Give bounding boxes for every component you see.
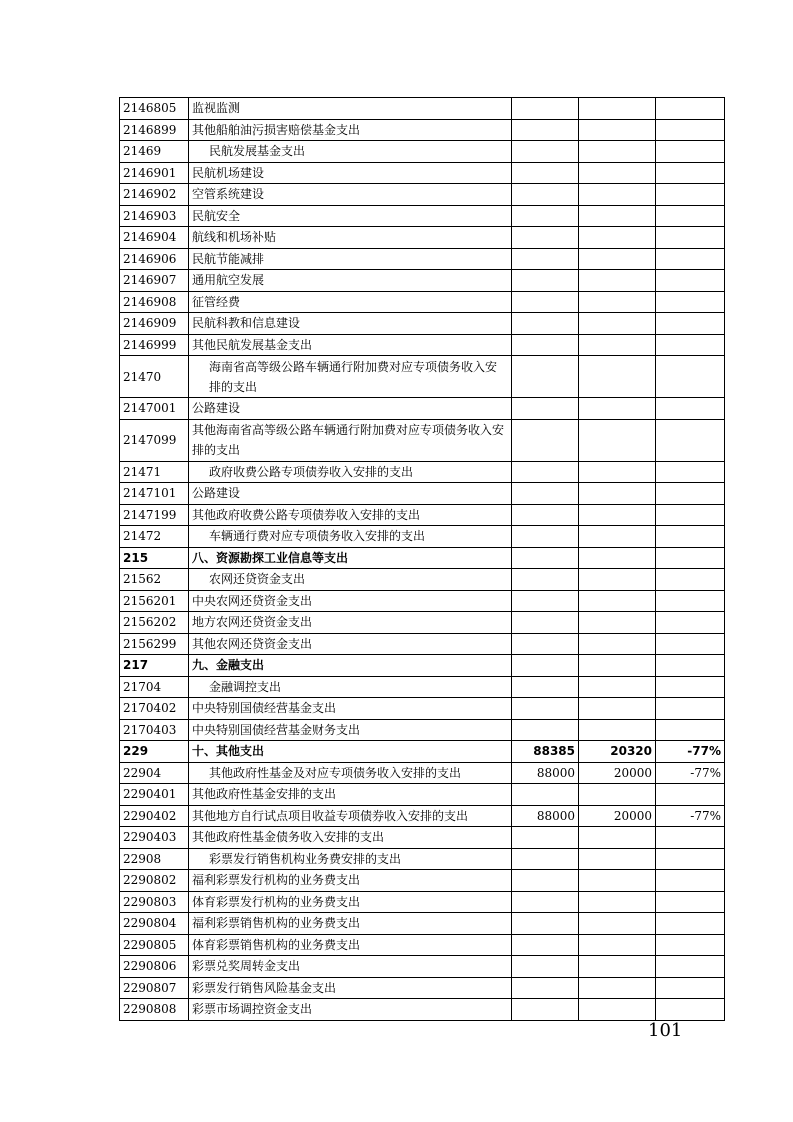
row-value1-cell xyxy=(512,270,579,292)
row-value1-cell xyxy=(512,398,579,420)
row-value3-cell xyxy=(656,870,725,892)
row-value2-cell xyxy=(579,999,656,1021)
row-name-cell: 其他农网还贷资金支出 xyxy=(189,633,512,655)
table-row xyxy=(120,270,725,292)
row-name-cell: 民航节能减排 xyxy=(189,248,512,270)
row-value3-cell xyxy=(656,784,725,806)
row-code-cell: 2146903 xyxy=(120,205,189,227)
row-value3-cell xyxy=(656,526,725,548)
table-row xyxy=(120,419,725,461)
row-value3-cell: -77% xyxy=(656,741,725,763)
row-value1-cell xyxy=(512,848,579,870)
row-value2-cell xyxy=(579,784,656,806)
table-row xyxy=(120,547,725,569)
row-value3-cell xyxy=(656,612,725,634)
row-name-cell: 农网还贷资金支出 xyxy=(189,569,512,591)
budget-table xyxy=(119,97,725,1021)
table-row xyxy=(120,891,725,913)
table-row xyxy=(120,590,725,612)
table-row xyxy=(120,977,725,999)
row-code-cell: 2146906 xyxy=(120,248,189,270)
row-value1-cell xyxy=(512,999,579,1021)
row-value3-cell xyxy=(656,504,725,526)
row-code-cell: 2146899 xyxy=(120,119,189,141)
row-value1-cell xyxy=(512,162,579,184)
row-value3-cell xyxy=(656,913,725,935)
row-code-cell: 2147101 xyxy=(120,483,189,505)
row-value2-cell xyxy=(579,934,656,956)
row-value2-cell xyxy=(579,547,656,569)
row-name-cell: 其他民航发展基金支出 xyxy=(189,334,512,356)
row-value2-cell xyxy=(579,291,656,313)
table-row xyxy=(120,483,725,505)
row-value3-cell xyxy=(656,270,725,292)
row-value2-cell xyxy=(579,870,656,892)
row-value2-cell xyxy=(579,655,656,677)
row-value2-cell xyxy=(579,977,656,999)
row-value2-cell: 20000 xyxy=(579,805,656,827)
table-row xyxy=(120,784,725,806)
row-value2-cell xyxy=(579,504,656,526)
table-row xyxy=(120,248,725,270)
table-row xyxy=(120,676,725,698)
table-row xyxy=(120,162,725,184)
row-code-cell: 21470 xyxy=(120,356,189,398)
row-name-cell: 民航发展基金支出 xyxy=(189,141,512,163)
row-value3-cell xyxy=(656,655,725,677)
row-name-cell: 公路建设 xyxy=(189,398,512,420)
row-code-cell: 2290402 xyxy=(120,805,189,827)
row-code-cell: 217 xyxy=(120,655,189,677)
table-row xyxy=(120,934,725,956)
row-code-cell: 22904 xyxy=(120,762,189,784)
row-value1-cell xyxy=(512,205,579,227)
row-value1-cell xyxy=(512,141,579,163)
row-value2-cell xyxy=(579,719,656,741)
row-name-cell: 航线和机场补贴 xyxy=(189,227,512,249)
row-name-cell: 其他政府收费公路专项债券收入安排的支出 xyxy=(189,504,512,526)
row-name-cell: 民航机场建设 xyxy=(189,162,512,184)
row-value3-cell xyxy=(656,827,725,849)
row-value1-cell xyxy=(512,334,579,356)
row-name-cell: 金融调控支出 xyxy=(189,676,512,698)
row-name-cell: 车辆通行费对应专项债务收入安排的支出 xyxy=(189,526,512,548)
row-name-cell: 十、其他支出 xyxy=(189,741,512,763)
row-value3-cell xyxy=(656,891,725,913)
row-name-cell: 地方农网还贷资金支出 xyxy=(189,612,512,634)
row-value3-cell xyxy=(656,719,725,741)
row-value3-cell: -77% xyxy=(656,762,725,784)
row-value2-cell xyxy=(579,334,656,356)
row-value1-cell xyxy=(512,248,579,270)
row-value1-cell xyxy=(512,655,579,677)
row-value1-cell xyxy=(512,227,579,249)
row-value2-cell xyxy=(579,633,656,655)
row-code-cell: 2170403 xyxy=(120,719,189,741)
row-name-cell: 彩票市场调控资金支出 xyxy=(189,999,512,1021)
row-value2-cell xyxy=(579,483,656,505)
table-row xyxy=(120,913,725,935)
row-name-cell: 其他船舶油污损害赔偿基金支出 xyxy=(189,119,512,141)
table-row xyxy=(120,227,725,249)
row-code-cell: 21469 xyxy=(120,141,189,163)
row-value2-cell xyxy=(579,398,656,420)
row-value3-cell xyxy=(656,313,725,335)
row-value3-cell xyxy=(656,141,725,163)
page-number: 101 xyxy=(648,1020,683,1041)
row-value1-cell xyxy=(512,698,579,720)
row-value2-cell xyxy=(579,313,656,335)
row-value2-cell xyxy=(579,162,656,184)
row-name-cell: 公路建设 xyxy=(189,483,512,505)
row-value2-cell xyxy=(579,569,656,591)
row-code-cell: 2170402 xyxy=(120,698,189,720)
row-value3-cell xyxy=(656,848,725,870)
row-name-cell: 福利彩票发行机构的业务费支出 xyxy=(189,870,512,892)
row-value1-cell xyxy=(512,98,579,120)
table-row xyxy=(120,526,725,548)
row-code-cell: 2147199 xyxy=(120,504,189,526)
row-value1-cell xyxy=(512,827,579,849)
table-row xyxy=(120,313,725,335)
row-value1-cell xyxy=(512,784,579,806)
row-code-cell: 2290803 xyxy=(120,891,189,913)
row-value3-cell xyxy=(656,633,725,655)
table-row xyxy=(120,119,725,141)
row-value2-cell xyxy=(579,526,656,548)
row-value1-cell xyxy=(512,483,579,505)
row-name-cell: 体育彩票销售机构的业务费支出 xyxy=(189,934,512,956)
row-code-cell: 2290804 xyxy=(120,913,189,935)
row-code-cell: 2156299 xyxy=(120,633,189,655)
row-value3-cell xyxy=(656,547,725,569)
row-name-cell: 其他海南省高等级公路车辆通行附加费对应专项债务收入安排的支出 xyxy=(189,419,512,461)
row-code-cell: 21472 xyxy=(120,526,189,548)
row-code-cell: 21704 xyxy=(120,676,189,698)
row-value1-cell xyxy=(512,547,579,569)
row-value3-cell xyxy=(656,248,725,270)
row-name-cell: 征管经费 xyxy=(189,291,512,313)
row-value1-cell xyxy=(512,419,579,461)
table-row xyxy=(120,999,725,1021)
row-value3-cell xyxy=(656,398,725,420)
table-row xyxy=(120,612,725,634)
row-value2-cell xyxy=(579,891,656,913)
row-value1-cell xyxy=(512,313,579,335)
row-value1-cell xyxy=(512,590,579,612)
row-value3-cell xyxy=(656,227,725,249)
row-value2-cell xyxy=(579,698,656,720)
row-value1-cell xyxy=(512,977,579,999)
row-name-cell: 海南省高等级公路车辆通行附加费对应专项债务收入安排的支出 xyxy=(189,356,512,398)
row-value3-cell xyxy=(656,956,725,978)
row-value2-cell xyxy=(579,248,656,270)
table-row xyxy=(120,334,725,356)
row-name-cell: 民航科教和信息建设 xyxy=(189,313,512,335)
row-value2-cell xyxy=(579,356,656,398)
row-name-cell: 中央农网还贷资金支出 xyxy=(189,590,512,612)
row-value1-cell xyxy=(512,633,579,655)
row-code-cell: 2146999 xyxy=(120,334,189,356)
row-code-cell: 2290808 xyxy=(120,999,189,1021)
table-row xyxy=(120,719,725,741)
budget-table-body xyxy=(120,98,725,1021)
row-name-cell: 中央特别国债经营基金财务支出 xyxy=(189,719,512,741)
row-value2-cell xyxy=(579,419,656,461)
row-value1-cell xyxy=(512,569,579,591)
row-code-cell: 2290807 xyxy=(120,977,189,999)
row-code-cell: 21471 xyxy=(120,461,189,483)
row-value2-cell xyxy=(579,590,656,612)
row-code-cell: 22908 xyxy=(120,848,189,870)
row-value2-cell xyxy=(579,205,656,227)
table-row xyxy=(120,870,725,892)
row-value2-cell xyxy=(579,913,656,935)
row-value3-cell xyxy=(656,483,725,505)
table-row xyxy=(120,98,725,120)
row-code-cell: 2290806 xyxy=(120,956,189,978)
row-value2-cell: 20000 xyxy=(579,762,656,784)
table-row xyxy=(120,205,725,227)
row-value2-cell xyxy=(579,141,656,163)
row-code-cell: 2147001 xyxy=(120,398,189,420)
row-value2-cell xyxy=(579,956,656,978)
row-name-cell: 其他政府性基金安排的支出 xyxy=(189,784,512,806)
row-code-cell: 2147099 xyxy=(120,419,189,461)
row-value3-cell xyxy=(656,334,725,356)
row-code-cell: 2146805 xyxy=(120,98,189,120)
row-value1-cell xyxy=(512,291,579,313)
row-code-cell: 2146902 xyxy=(120,184,189,206)
row-value1-cell xyxy=(512,719,579,741)
row-value3-cell xyxy=(656,590,725,612)
row-value3-cell xyxy=(656,977,725,999)
table-row xyxy=(120,633,725,655)
row-name-cell: 其他政府性基金债务收入安排的支出 xyxy=(189,827,512,849)
row-value2-cell xyxy=(579,98,656,120)
row-value2-cell xyxy=(579,676,656,698)
row-value1-cell xyxy=(512,612,579,634)
row-value1-cell xyxy=(512,184,579,206)
row-value3-cell xyxy=(656,934,725,956)
row-name-cell: 监视监测 xyxy=(189,98,512,120)
row-value1-cell: 88385 xyxy=(512,741,579,763)
row-code-cell: 2146908 xyxy=(120,291,189,313)
table-row xyxy=(120,762,725,784)
table-row xyxy=(120,291,725,313)
table-row xyxy=(120,805,725,827)
row-value1-cell: 88000 xyxy=(512,762,579,784)
row-value3-cell xyxy=(656,419,725,461)
row-name-cell: 中央特别国债经营基金支出 xyxy=(189,698,512,720)
row-value3-cell xyxy=(656,356,725,398)
table-row xyxy=(120,569,725,591)
row-value2-cell xyxy=(579,184,656,206)
row-name-cell: 其他政府性基金及对应专项债务收入安排的支出 xyxy=(189,762,512,784)
row-code-cell: 2146904 xyxy=(120,227,189,249)
row-value3-cell xyxy=(656,698,725,720)
row-value2-cell xyxy=(579,848,656,870)
table-row xyxy=(120,655,725,677)
row-code-cell: 2146907 xyxy=(120,270,189,292)
row-code-cell: 2156201 xyxy=(120,590,189,612)
row-name-cell: 彩票发行销售机构业务费安排的支出 xyxy=(189,848,512,870)
row-value2-cell xyxy=(579,227,656,249)
row-value1-cell xyxy=(512,956,579,978)
table-row xyxy=(120,848,725,870)
row-code-cell: 2290401 xyxy=(120,784,189,806)
row-code-cell: 2290805 xyxy=(120,934,189,956)
row-name-cell: 民航安全 xyxy=(189,205,512,227)
row-name-cell: 其他地方自行试点项目收益专项债券收入安排的支出 xyxy=(189,805,512,827)
table-row xyxy=(120,184,725,206)
row-value3-cell xyxy=(656,205,725,227)
row-value2-cell xyxy=(579,119,656,141)
table-row xyxy=(120,698,725,720)
row-value1-cell xyxy=(512,676,579,698)
table-row xyxy=(120,398,725,420)
row-value3-cell xyxy=(656,999,725,1021)
table-row xyxy=(120,356,725,398)
row-name-cell: 彩票兑奖周转金支出 xyxy=(189,956,512,978)
row-name-cell: 空管系统建设 xyxy=(189,184,512,206)
row-value2-cell xyxy=(579,612,656,634)
row-value1-cell xyxy=(512,356,579,398)
row-value1-cell xyxy=(512,934,579,956)
row-value1-cell xyxy=(512,119,579,141)
row-value3-cell xyxy=(656,569,725,591)
table-row xyxy=(120,141,725,163)
table-row xyxy=(120,741,725,763)
row-value1-cell xyxy=(512,870,579,892)
row-name-cell: 福利彩票销售机构的业务费支出 xyxy=(189,913,512,935)
row-value1-cell xyxy=(512,913,579,935)
row-code-cell: 2146901 xyxy=(120,162,189,184)
row-value3-cell xyxy=(656,676,725,698)
row-value2-cell xyxy=(579,827,656,849)
row-name-cell: 八、资源勘探工业信息等支出 xyxy=(189,547,512,569)
row-value1-cell: 88000 xyxy=(512,805,579,827)
row-code-cell: 229 xyxy=(120,741,189,763)
row-value1-cell xyxy=(512,891,579,913)
row-value2-cell xyxy=(579,461,656,483)
table-row xyxy=(120,504,725,526)
table-row xyxy=(120,827,725,849)
row-code-cell: 21562 xyxy=(120,569,189,591)
row-name-cell: 通用航空发展 xyxy=(189,270,512,292)
row-value3-cell xyxy=(656,162,725,184)
row-name-cell: 彩票发行销售风险基金支出 xyxy=(189,977,512,999)
row-name-cell: 政府收费公路专项债券收入安排的支出 xyxy=(189,461,512,483)
row-code-cell: 2146909 xyxy=(120,313,189,335)
row-code-cell: 2156202 xyxy=(120,612,189,634)
row-value3-cell: -77% xyxy=(656,805,725,827)
row-code-cell: 2290802 xyxy=(120,870,189,892)
row-value2-cell xyxy=(579,270,656,292)
row-value3-cell xyxy=(656,184,725,206)
row-value1-cell xyxy=(512,461,579,483)
table-row xyxy=(120,956,725,978)
row-value3-cell xyxy=(656,98,725,120)
row-value1-cell xyxy=(512,526,579,548)
row-name-cell: 九、金融支出 xyxy=(189,655,512,677)
row-value1-cell xyxy=(512,504,579,526)
row-value3-cell xyxy=(656,461,725,483)
row-value2-cell: 20320 xyxy=(579,741,656,763)
row-name-cell: 体育彩票发行机构的业务费支出 xyxy=(189,891,512,913)
row-code-cell: 215 xyxy=(120,547,189,569)
row-code-cell: 2290403 xyxy=(120,827,189,849)
row-value3-cell xyxy=(656,119,725,141)
row-value3-cell xyxy=(656,291,725,313)
table-row xyxy=(120,461,725,483)
